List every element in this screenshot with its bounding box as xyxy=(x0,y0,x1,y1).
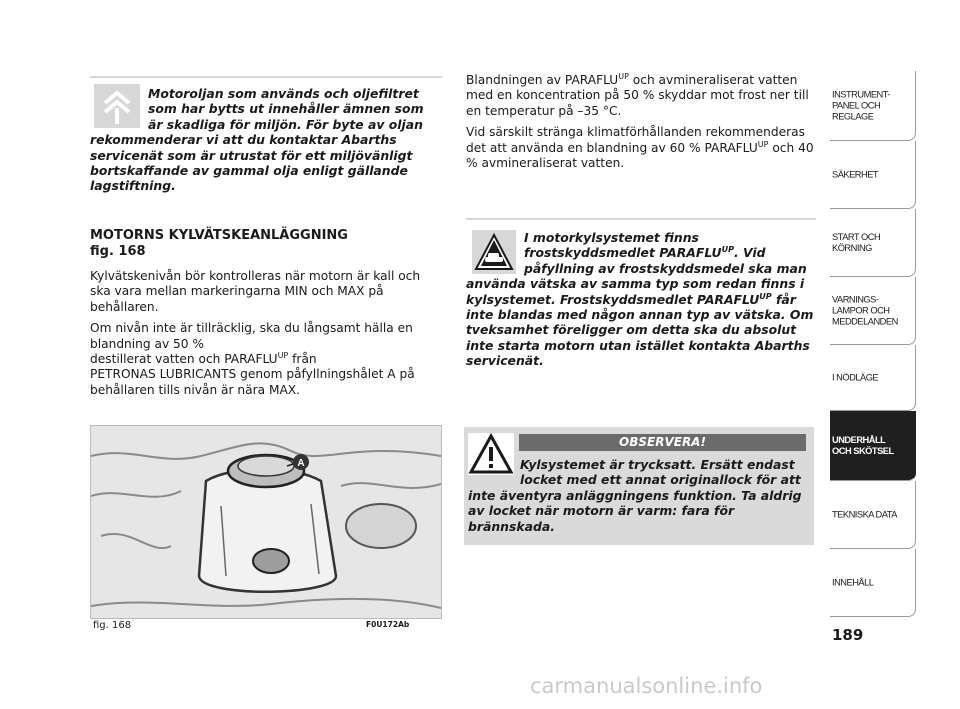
section-title-main: MOTORNS KYLVÄTSKEANLÄGGNING xyxy=(90,228,348,243)
tab-start-driving[interactable]: START OCH KÖRNING xyxy=(830,209,916,277)
observe-heading: OBSERVERA! xyxy=(519,434,806,451)
environment-note-text: Motoroljan som används och oljefiltret som har bytts ut innehåller ämnen som är skadliga för miljön. För byte av oljan rekommenderar vi att du kontaktar Abarths servicenät som är utrustat för ett miljövänligt bortskaffande av gammal olja enligt gällande lagstiftning. xyxy=(90,86,424,194)
tab-warning-lamps[interactable]: VARNINGS- LAMPOR OCH MEDDELANDEN xyxy=(830,277,916,345)
engine-coolant-figure xyxy=(90,425,442,619)
coolant-refill-paragraph: Om nivån inte är tillräcklig, ska du långsamt hälla en blandning av 50 % destillerat vatten och $PARAFLU^{UP}$ från PETRONAS LUBRICANTS genom påfyllningshålet A på behållaren tills nivån är nära MAX. xyxy=(90,321,415,397)
page-number: 189 xyxy=(832,626,864,644)
mixture-info xyxy=(466,73,818,177)
antifreeze-warning xyxy=(466,218,816,369)
tab-emergency[interactable]: I NÖDLÄGE xyxy=(830,345,916,411)
tab-technical-data[interactable]: TEKNISKA DATA xyxy=(830,481,916,549)
figure-code: F0U172Ab xyxy=(366,620,410,629)
figure-label-a: A xyxy=(297,458,305,469)
tab-instrument-panel[interactable]: INSTRUMENT- PANEL OCH REGLAGE xyxy=(830,71,916,141)
watermark: carmanualsonline.info xyxy=(530,674,763,698)
tab-maintenance[interactable]: UNDERHÅLL OCH SKÖTSEL xyxy=(830,411,916,481)
environment-note xyxy=(90,76,442,194)
tab-contents[interactable]: INNEHÅLL xyxy=(830,549,916,617)
coolant-level-paragraph: Kylvätskenivån bör kontrolleras när motorn är kall och ska vara mellan markeringarna MIN och MAX på behållaren. xyxy=(90,269,421,314)
observe-box xyxy=(464,427,814,545)
mixture-paragraph-1: Blandningen av $PARAFLU^{UP}$ och avmineraliserat vatten med en koncentration på 50 % skyddar mot frost ner till en temperatur på –35 °C. xyxy=(466,71,809,118)
coolant-reservoir-illustration xyxy=(91,426,441,618)
recycle-chevron-icon xyxy=(94,84,140,128)
figure-caption: fig. 168 xyxy=(93,620,132,631)
car-warning-triangle-icon xyxy=(472,230,516,274)
tab-safety[interactable]: SÄKERHET xyxy=(830,141,916,209)
observe-text: Kylsystemet är trycksatt. Ersätt endast locket med ett annat originallock för att inte äventyra anläggningens funktion. Ta aldrig av locket när motorn är varm: fara för brännskada. xyxy=(468,457,802,534)
section-title xyxy=(90,228,442,260)
antifreeze-warning-text: I motorkylsystemet finns frostskyddsmedlet $PARAFLU^{UP}$. Vid påfyllning av frostskyddsmedel ska man använda vätska av samma typ som redan finns i kylsystemet. Frostskyddsmedlet $PARAFLU^{UP}$ får inte blandas med någon annan typ av vätska. Om tveksamhet föreligger om detta ska du absolut inte starta motorn utan istället kontakta Abarths servicenät. xyxy=(466,230,814,369)
mixture-paragraph-2: Vid särskilt stränga klimatförhållanden rekommenderas det att använda en blandning av 60 % $PARAFLU^{UP}$ och 40 % avmineraliserat vatten. xyxy=(466,125,814,171)
coolant-instructions xyxy=(90,269,442,404)
section-title-figref: fig. 168 xyxy=(90,244,146,259)
